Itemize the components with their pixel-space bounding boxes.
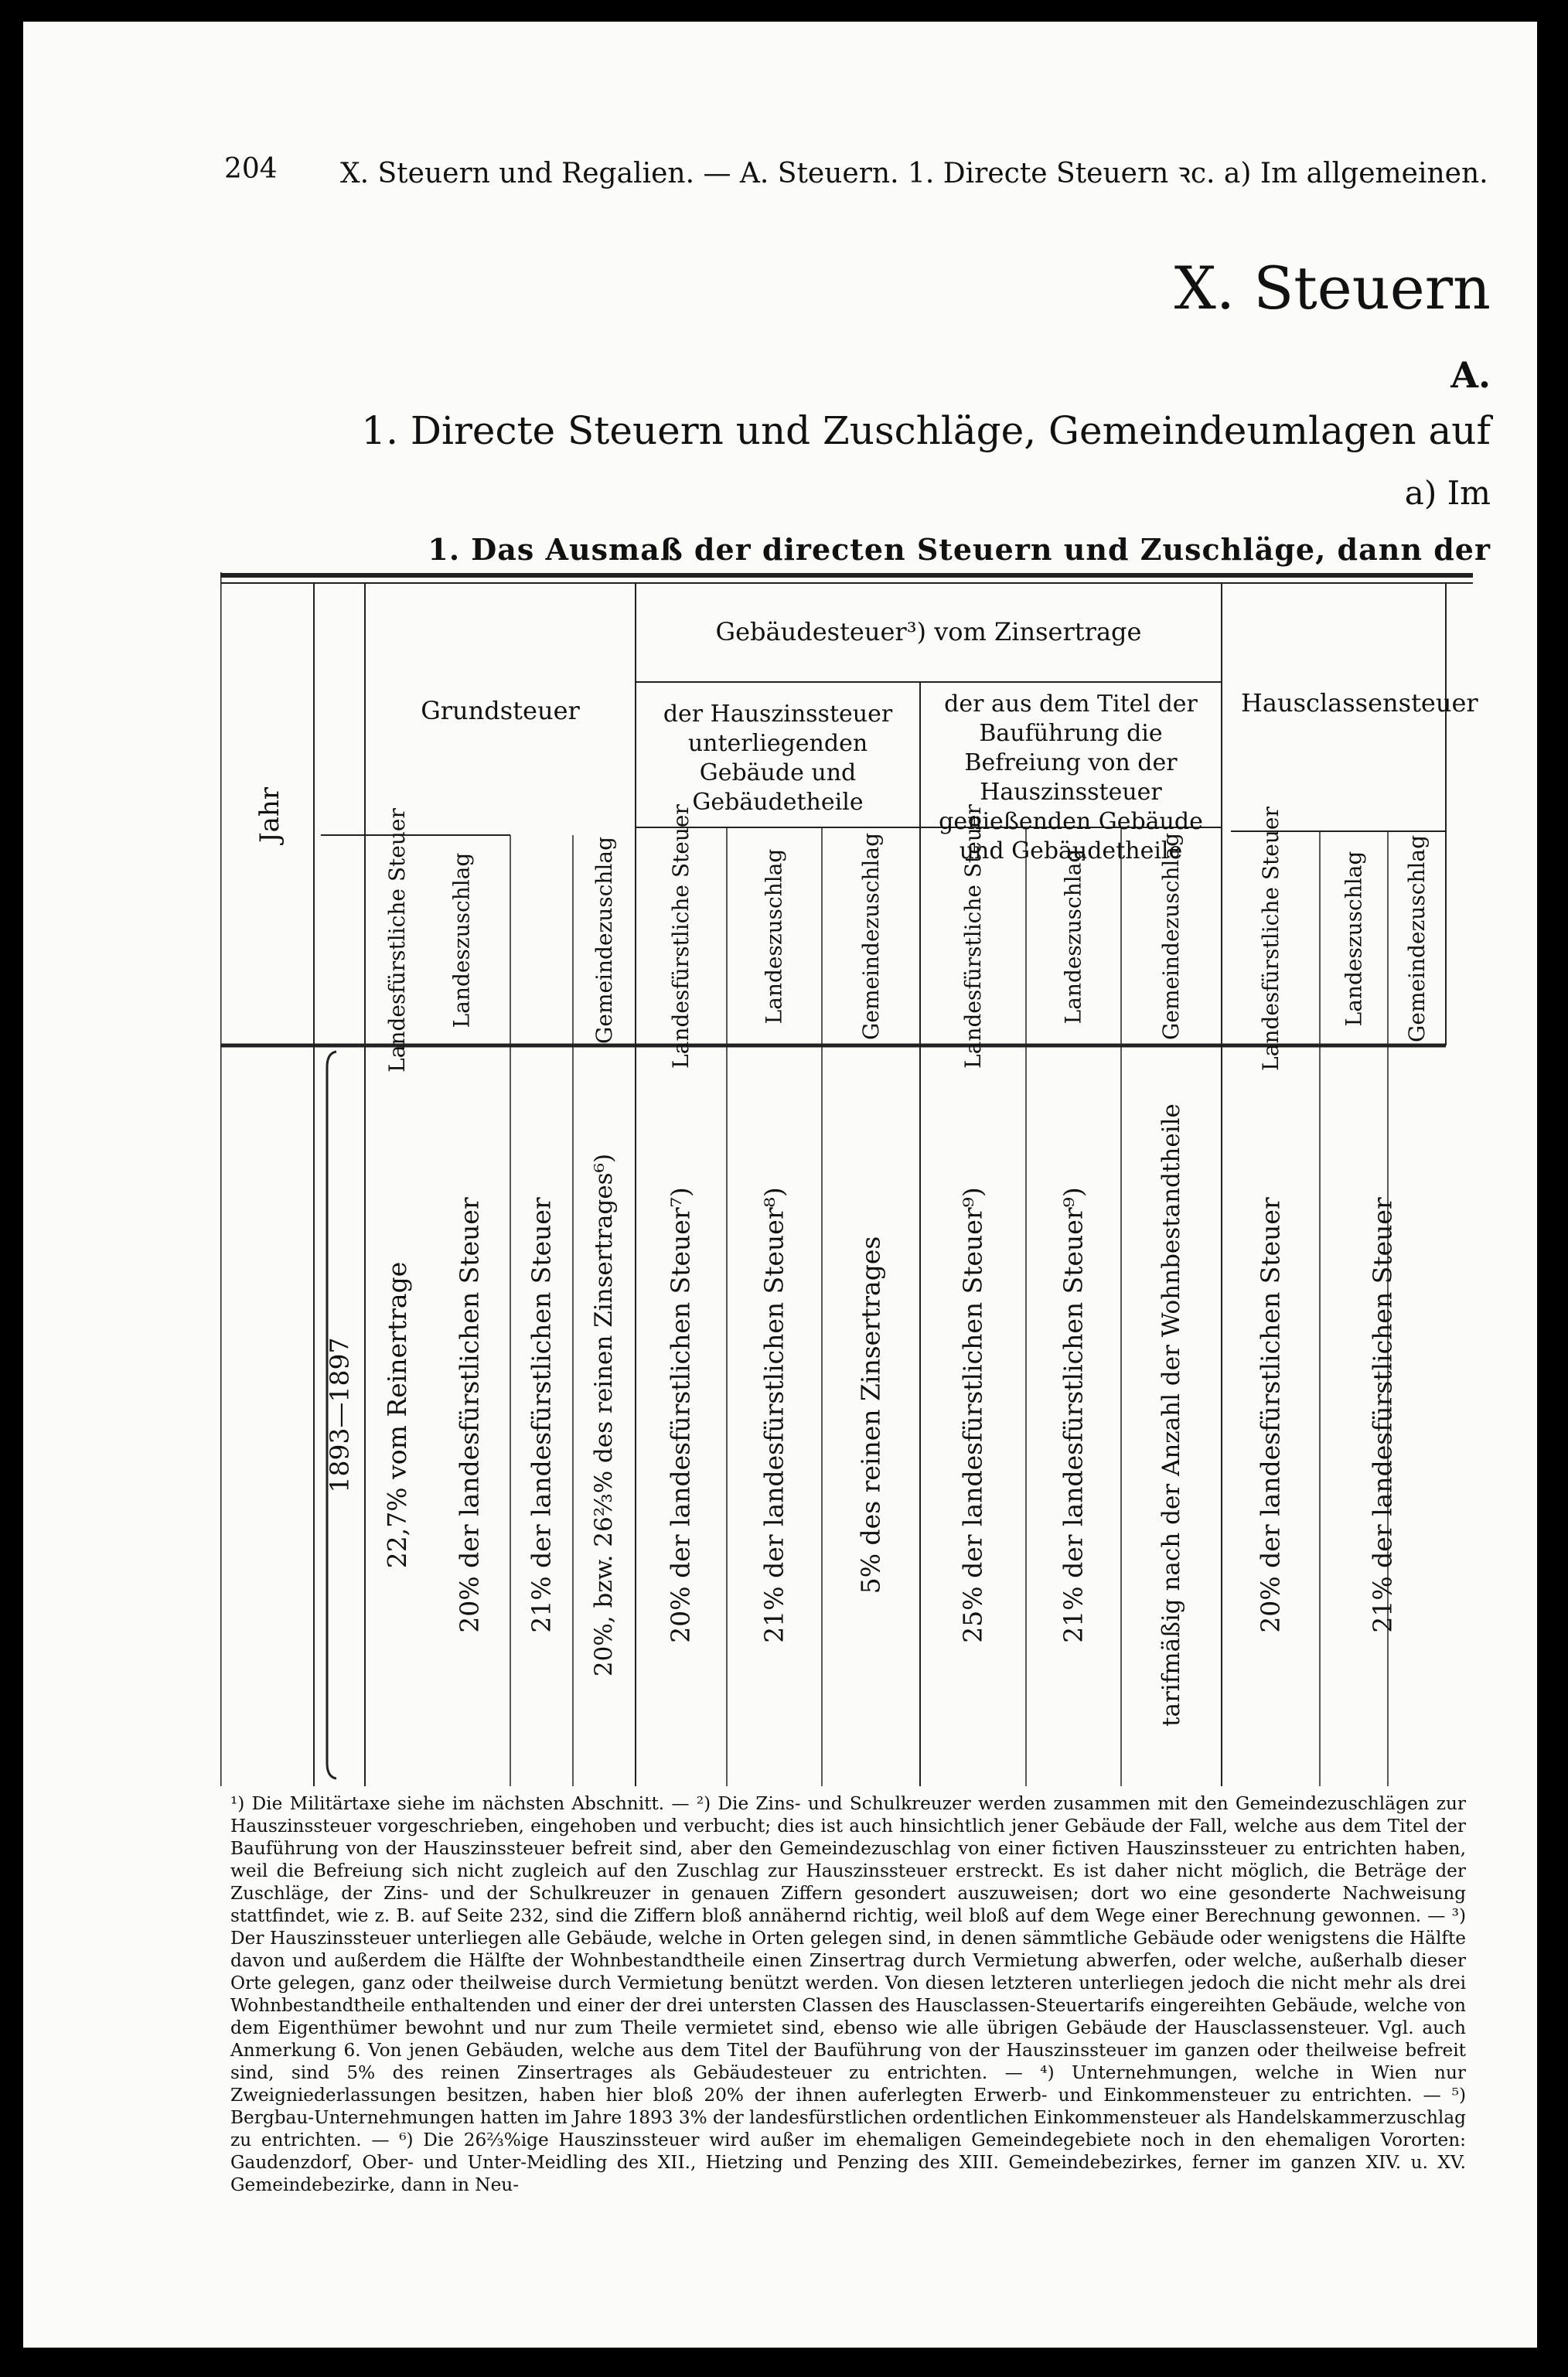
cell-value: 20% der landesfürstlichen Steuer bbox=[455, 1197, 485, 1633]
hausclassen-header: Hausclassensteuer bbox=[1241, 688, 1478, 718]
section-heading: A. bbox=[1450, 354, 1491, 396]
cell-value: 5% des reinen Zinsertrages bbox=[855, 1236, 886, 1594]
cell-value: 22,7% vom Reinertrage bbox=[382, 1261, 412, 1569]
subsection-heading: 1. Directe Steuern und Zuschläge, Gemeindeumlagen auf bbox=[361, 408, 1491, 453]
cell-value: 20% der landesfürstlichen Steuer⁷) bbox=[666, 1187, 697, 1643]
cell-value: 21% der landesfürstlichen Steuer bbox=[526, 1197, 557, 1633]
sub-header-landesfuerstliche: Landesfürstliche Steuer bbox=[1257, 806, 1283, 1071]
haus-b-header: der aus dem Titel der Bauführung die Befreiung von der Hauszinssteuer genießenden Gebäude und Gebäudetheile bbox=[939, 691, 1203, 865]
running-title: X. Steuern und Regalien. — A. Steuern. 1. Directe Steuern ꝛc. a) Im allgemeinen. bbox=[340, 158, 1488, 189]
cell-value: 21% der landesfürstlichen Steuer⁸) bbox=[758, 1187, 789, 1643]
row-year: 1893—1897 bbox=[324, 1337, 354, 1493]
cell-value: 25% der landesfürstlichen Steuer⁹) bbox=[957, 1187, 988, 1643]
table-title: 1. Das Ausmaß der directen Steuern und Zuschläge, dann der bbox=[428, 532, 1491, 567]
grundsteuer-header: Grundsteuer bbox=[421, 696, 580, 725]
cell-value: tarifmäßig nach der Anzahl der Wohnbestandtheile bbox=[1157, 1103, 1185, 1727]
page bbox=[23, 22, 1537, 2348]
sub-a-heading: a) Im bbox=[1404, 474, 1491, 512]
jahr-header: Jahr bbox=[254, 786, 285, 844]
cell-value: 20% der landesfürstlichen Steuer bbox=[1255, 1197, 1286, 1633]
page-number: 204 bbox=[224, 153, 278, 185]
sub-header-landesfuerstliche: Landesfürstliche Steuer bbox=[960, 804, 986, 1069]
haus-a-header: der Hauszinssteuer unterliegenden Gebäude und Gebäudetheile bbox=[663, 701, 893, 816]
sub-header-landeszuschlag: Landeszuschlag bbox=[1341, 851, 1366, 1026]
sub-header-gemeindezuschlag: Gemeindezuschlag bbox=[591, 837, 617, 1044]
sub-header-landeszuschlag: Landeszuschlag bbox=[761, 848, 787, 1025]
sub-header-gemeindezuschlag: Gemeindezuschlag bbox=[1403, 834, 1430, 1042]
sub-header-landesfuerstliche: Landesfürstliche Steuer bbox=[384, 808, 410, 1073]
tax-table bbox=[220, 572, 1478, 1786]
cell-value: 21% der landesfürstlichen Steuer bbox=[1367, 1197, 1398, 1633]
sub-header-landeszuschlag: Landeszuschlag bbox=[448, 852, 474, 1028]
footnotes: ¹) Die Militärtaxe siehe im nächsten Abschnitt. — ²) Die Zins- und Schulkreuzer werden zusammen mit den Gemeindezuschlägen zur Hauszinssteuer vorgeschrieben, eingehoben und verbucht; dies ist auch hinsichtlich jener Gebäude der Fall, welche aus dem Titel der Bauführung von der Hauszinssteuer befreit sind, aber den Gemeindezuschlag von einer fictiven Hauszinssteuer zu entrichten haben, weil die Befreiung sich nicht zugleich auf den Zuschlag zur Hauszinssteuer erstreckt. Es ist daher nicht möglich, die Beträge der Zuschläge, der Zins- und der Schulkreuzer in genauen Ziffern gesondert auszuweisen; dort wo eine gesonderte Nachweisung stattfindet, wie z. B. auf Seite 232, sind die Ziffern bloß annähernd richtig, weil bloß auf dem Wege einer Berechnung gewonnen. — ³) Der Hauszinssteuer unterliegen alle Gebäude, welche in Orten gelegen sind, in denen sämmtliche Gebäude oder wenigstens die Hälfte davon und außerdem die Hälfte der Wohnbestandtheile einen Zinsertrag durch Vermietung abwerfen, oder welche, außerhalb dieser Orte gelegen, ganz oder theilweise durch Vermietung benützt werden. Von diesen letzteren unterliegen jedoch die nicht mehr als drei Wohnbestandtheile enthaltenden und einer der drei untersten Classen des Hausclassen-Steuertarifs eingereihten Gebäude, welche von dem Eigenthümer bewohnt und nur zum Theile vermietet sind, ebenso wie alle übrigen Gebäude der Hausclassensteuer. Vgl. auch Anmerkung 6. Von jenen Gebäuden, welche aus dem Titel der Bauführung von der Hauszinssteuer im ganzen oder theilweise befreit sind, sind 5% des reinen Zinsertrages als Gebäudesteuer zu entrichten. — ⁴) Unternehmungen, welche in Wien nur Zweigniederlassungen besitzen, haben hier bloß 20% der ihnen auferlegten Erwerb- und Einkommensteuer zu entrichten. — ⁵) Bergbau-Unternehmungen hatten im Jahre 1893 3% der landesfürstlichen ordentlichen Einkommensteuer als Handelskammerzuschlag zu entrichten. — ⁶) Die 26⅔%ige Hauszinssteuer wird außer im ehemaligen Gemeindegebiete noch in den ehemaligen Vororten: Gaudenzdorf, Ober- und Unter-Meidling des XII., Hietzing und Penzing des XIII. Gemeindebezirkes, ferner im ganzen XIV. u. XV. Gemeindebezirke, dann in Neu- bbox=[230, 1793, 1466, 2195]
chapter-heading: X. Steuern bbox=[1174, 254, 1491, 322]
cell-value: 20%, bzw. 26⅔% des reinen Zinsertrages⁶) bbox=[590, 1153, 619, 1677]
cell-value: 21% der landesfürstlichen Steuer⁹) bbox=[1058, 1187, 1089, 1643]
sub-header-gemeindezuschlag: Gemeindezuschlag bbox=[1158, 833, 1185, 1040]
sub-header-landesfuerstliche: Landesfürstliche Steuer bbox=[668, 804, 694, 1069]
sub-header-landeszuschlag: Landeszuschlag bbox=[1060, 848, 1086, 1025]
sub-header-gemeindezuschlag: Gemeindezuschlag bbox=[857, 833, 884, 1040]
gebaeudesteuer-header: Gebäudesteuer³) vom Zinsertrage bbox=[715, 617, 1142, 646]
